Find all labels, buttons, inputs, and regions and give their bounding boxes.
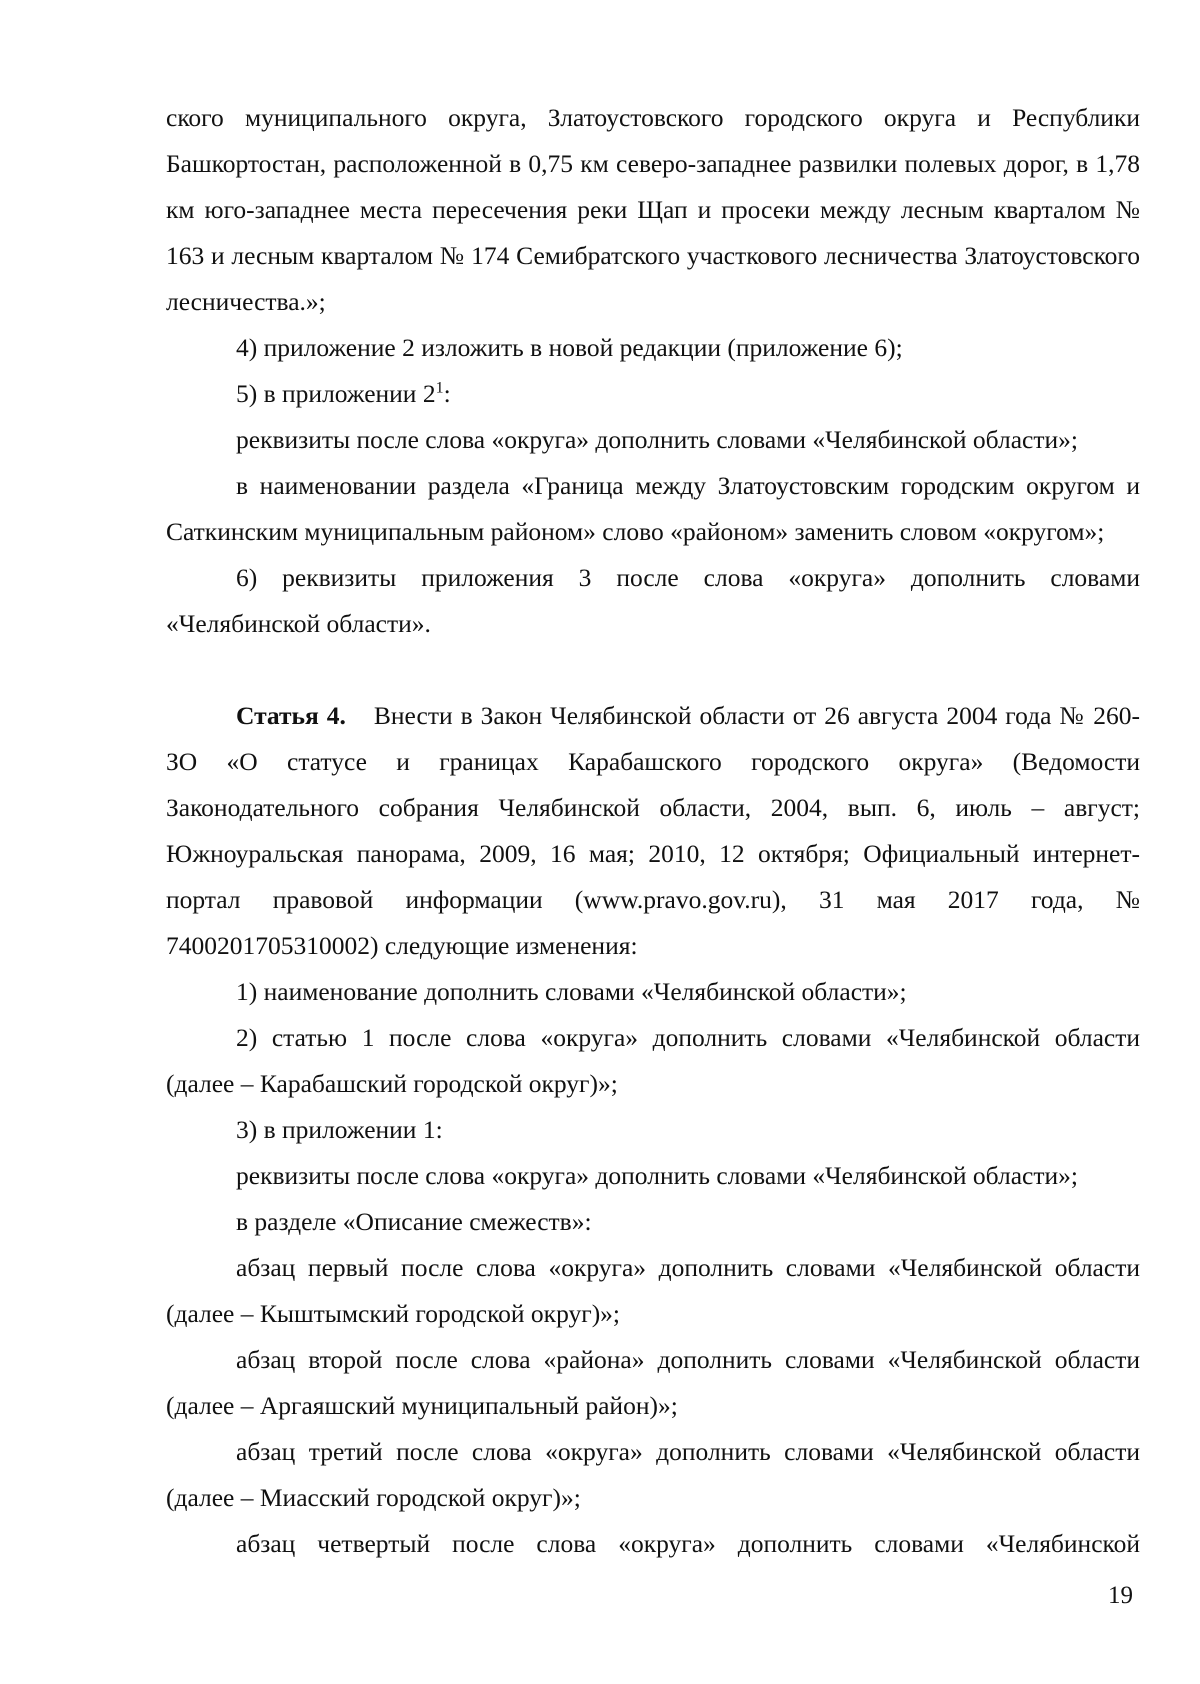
article-item-paragraph-fourth: абзац четвертый после слова «округа» дополнить словами «Челябинской <box>236 1529 1140 1558</box>
paragraph-item-4: 4) приложение 2 изложить в новой редакции (приложение 6); <box>236 333 903 362</box>
superscript-one: 1 <box>435 379 444 397</box>
page-number: 19 <box>1108 1582 1133 1609</box>
article-item-section: в разделе «Описание смежеств»: <box>236 1207 592 1236</box>
article-item-paragraph-first: абзац первый после слова «округа» дополнить словами «Челябинской области (далее – Кыштымский городской округ)»; <box>166 1253 1140 1328</box>
document-body <box>166 95 1140 1567</box>
paragraph-continuation: ского муниципального округа, Златоустовского городского округа и Республики Башкортостан, расположенной в 0,75 км северо-западнее развилки полевых дорог, в 1,78 км юго-западнее места пересечения реки Щап и просеки между лесным кварталом № 163 и лесным кварталом № 174 Семибратского участкового лесничества Златоустовского лесничества.»; <box>166 103 1140 316</box>
paragraph-requisites-2-1: реквизиты после слова «округа» дополнить словами «Челябинской области»; <box>236 425 1078 454</box>
paragraph-section-name: в наименовании раздела «Граница между Златоустовским городским округом и Саткинским муниципальным районом» слово «районом» заменить словом «округом»; <box>166 471 1140 546</box>
article-item-2: 2) статью 1 после слова «округа» дополнить словами «Челябинской области (далее – Карабашский городской округ)»; <box>166 1023 1140 1098</box>
article-item-requisites: реквизиты после слова «округа» дополнить словами «Челябинской области»; <box>236 1161 1078 1190</box>
article-item-paragraph-second: абзац второй после слова «района» дополнить словами «Челябинской области (далее – Аргаяшский муниципальный район)»; <box>166 1345 1140 1420</box>
spacer <box>166 647 1140 693</box>
article-item-paragraph-third: абзац третий после слова «округа» дополнить словами «Челябинской области (далее – Миасский городской округ)»; <box>166 1437 1140 1512</box>
article-4-intro-paragraph <box>166 693 1140 969</box>
paragraph-item-5 <box>166 371 1140 417</box>
article-item-1: 1) наименование дополнить словами «Челябинской области»; <box>236 977 907 1006</box>
article-item-3: 3) в приложении 1: <box>236 1115 443 1144</box>
article-heading: Статья 4. <box>236 701 346 730</box>
paragraph-item-5-text: 5) в приложении 2 <box>236 379 436 408</box>
paragraph-item-6: 6) реквизиты приложения 3 после слова «округа» дополнить словами «Челябинской области». <box>166 563 1140 638</box>
article-intro-text: Внести в Закон Челябинской области от 26 августа 2004 года № 260-ЗО «О статусе и границах Карабашского городского округа» (Ведомости Законодательного собрания Челябинской области, 2004, вып. 6, июль – август; Южноуральская панорама, 2009, 16 мая; 2010, 12 октября; Официальный интернет-портал правовой информации (www.pravo.gov.ru), 31 мая 2017 года, № 7400201705310002) следующие изменения: <box>166 701 1140 960</box>
paragraph-item-5-colon: : <box>443 379 451 408</box>
